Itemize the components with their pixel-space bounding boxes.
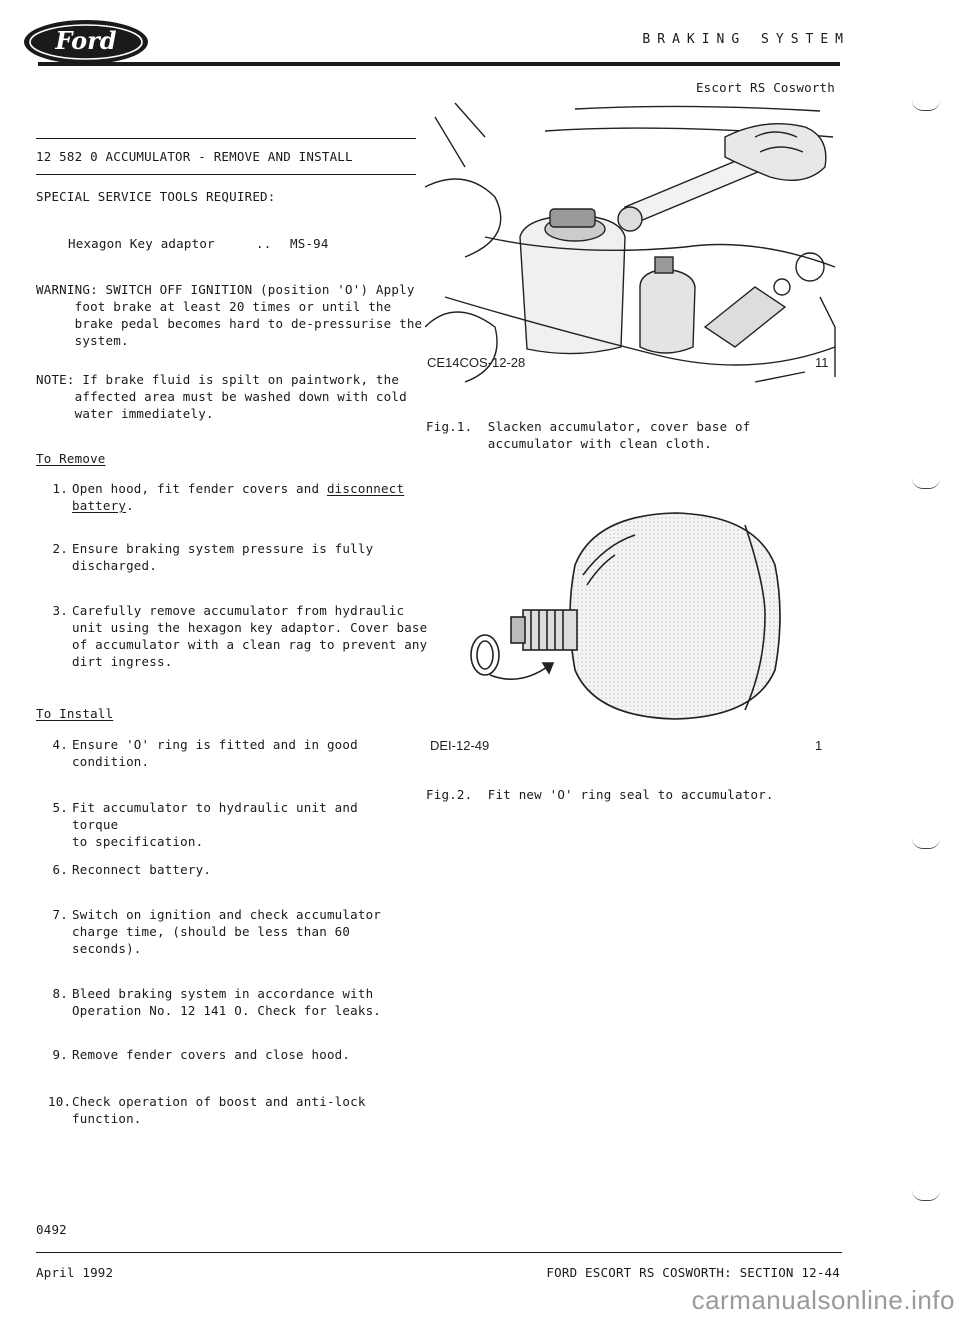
step-number: 1.	[52, 481, 68, 496]
tool-code: MS-94	[290, 236, 329, 251]
figure-1-code: CE14COS-12-28	[427, 355, 526, 370]
figure-2-illustration	[465, 505, 825, 725]
footer-date: April 1992	[36, 1265, 114, 1280]
ford-logo	[22, 18, 150, 66]
install-step-5	[48, 799, 408, 850]
tool-name: Hexagon Key adaptor	[68, 236, 215, 251]
footer-section: FORD ESCORT RS COSWORTH: SECTION 12-44	[546, 1265, 840, 1280]
doc-code: 0492	[36, 1222, 67, 1237]
remove-heading: To Remove	[36, 451, 106, 466]
step-text: Ensure 'O' ring is fitted and in good condition.	[72, 737, 358, 769]
step-text: Carefully remove accumulator from hydraulic unit using the hexagon key adaptor. Cover base of accumulator with a clean rag to prevent any dirt ingress.	[72, 603, 428, 669]
step-number: 8.	[52, 986, 68, 1001]
install-step-7	[48, 906, 408, 957]
step-text-underlined: battery	[72, 498, 127, 513]
figure-2-corner-number: 1	[815, 738, 823, 753]
figure-1-illustration	[425, 97, 840, 387]
ford-logo-text: Ford	[55, 26, 117, 55]
install-step-4	[48, 736, 408, 770]
note-text: NOTE: If brake fluid is spilt on paintwork, the affected area must be washed down with cold water immediately.	[36, 372, 407, 421]
step-number: 5.	[52, 800, 68, 815]
footer-rule	[36, 1252, 842, 1253]
title-rule-bottom	[36, 174, 416, 175]
margin-tick	[912, 100, 940, 111]
step-text: Check operation of boost and anti-lock function.	[72, 1094, 366, 1126]
step-text: Bleed braking system in accordance with Operation No. 12 141 O. Check for leaks.	[72, 986, 382, 1018]
operation-title: 12 582 0 ACCUMULATOR - REMOVE AND INSTALL	[36, 149, 353, 164]
tools-heading: SPECIAL SERVICE TOOLS REQUIRED:	[36, 189, 276, 204]
step-number: 2.	[52, 541, 68, 556]
title-rule-top	[36, 138, 416, 139]
figure-2-caption: Fig.2. Fit new 'O' ring seal to accumulator.	[426, 787, 774, 802]
figure-1-corner-number: 11	[815, 355, 829, 370]
step-number: 10.	[48, 1094, 72, 1109]
margin-tick	[912, 478, 940, 489]
warning-text: WARNING: SWITCH OFF IGNITION (position 'O') Apply foot brake at least 20 times or until the brake pedal becomes hard to de-pressurise the system.	[36, 282, 423, 348]
watermark: carmanualsonline.info	[691, 1285, 955, 1315]
remove-step-3	[48, 602, 428, 670]
tool-sep: ..	[256, 236, 272, 251]
figure-1-caption: Fig.1. Slacken accumulator, cover base of accumulator with clean cloth.	[426, 419, 751, 451]
step-text: Ensure braking system pressure is fully discharged.	[72, 541, 374, 573]
header-rule	[38, 62, 840, 66]
step-text: .	[126, 498, 134, 513]
step-text: Switch on ignition and check accumulator charge time, (should be less than 60 seconds).	[72, 907, 382, 956]
install-step-10	[48, 1093, 408, 1127]
figure-2-code: DEI-12-49	[430, 738, 490, 753]
step-number: 9.	[52, 1047, 68, 1062]
step-text: Remove fender covers and close hood.	[72, 1047, 351, 1062]
step-number: 3.	[52, 603, 68, 618]
step-text-underlined: disconnect	[326, 481, 405, 496]
step-number: 4.	[52, 737, 68, 752]
remove-step-1	[48, 480, 408, 514]
step-text: Reconnect battery.	[72, 862, 212, 877]
margin-tick	[912, 838, 940, 849]
install-step-6	[48, 861, 408, 878]
install-step-9	[48, 1046, 408, 1063]
remove-step-2	[48, 540, 408, 574]
step-number: 6.	[52, 862, 68, 877]
section-title: BRAKING SYSTEM	[642, 32, 850, 47]
step-text: Fit accumulator to hydraulic unit and torque to specification.	[72, 800, 358, 849]
install-step-8	[48, 985, 408, 1019]
step-text: Open hood, fit fender covers and	[72, 481, 327, 496]
model-name: Escort RS Cosworth	[695, 80, 835, 95]
margin-tick	[912, 1190, 940, 1201]
install-heading: To Install	[36, 706, 114, 721]
step-number: 7.	[52, 907, 68, 922]
